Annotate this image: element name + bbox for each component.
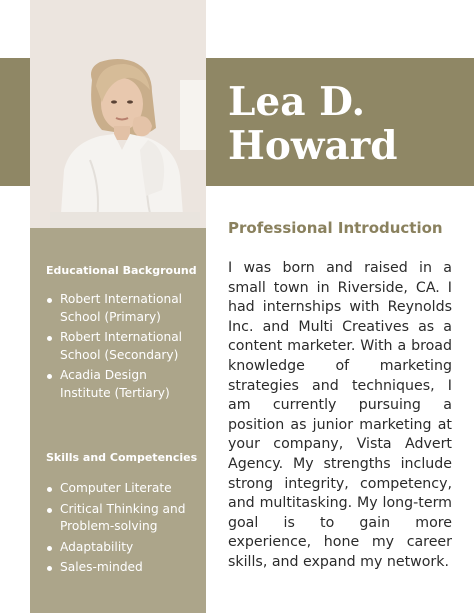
list-item: Adaptability [46,539,200,557]
last-name: Howard [228,123,398,169]
list-item: Critical Thinking and Problem-solving [46,501,200,536]
candidate-name [228,80,468,168]
education-list [46,291,200,405]
first-name: Lea D. [228,79,366,125]
portrait-photo [30,0,206,228]
skills-heading: Skills and Competencies [46,451,198,464]
list-item: Robert International School (Primary) [46,291,200,326]
list-item: Robert International School (Secondary) [46,329,200,364]
intro-title: Professional Introduction [228,219,443,237]
list-item: Acadia Design Institute (Tertiary) [46,367,200,402]
list-item: Computer Literate [46,480,200,498]
intro-body: I was born and raised in a small town in Riverside, CA. I had internships with Reynolds Inc. and Multi Creatives as a content marketer. With a broad knowledge of marketing strategies and techniques, I am currently pursuing a position as junior marketing at your company, Vista Advert Agency. My strengths include strong integrity, competency, and multitasking. My long-term goal is to gain more experience, hone my career skills, and expand my network. [228,260,452,570]
skills-list [46,480,200,580]
education-heading: Educational Background [46,264,197,277]
list-item: Sales-minded [46,559,200,577]
